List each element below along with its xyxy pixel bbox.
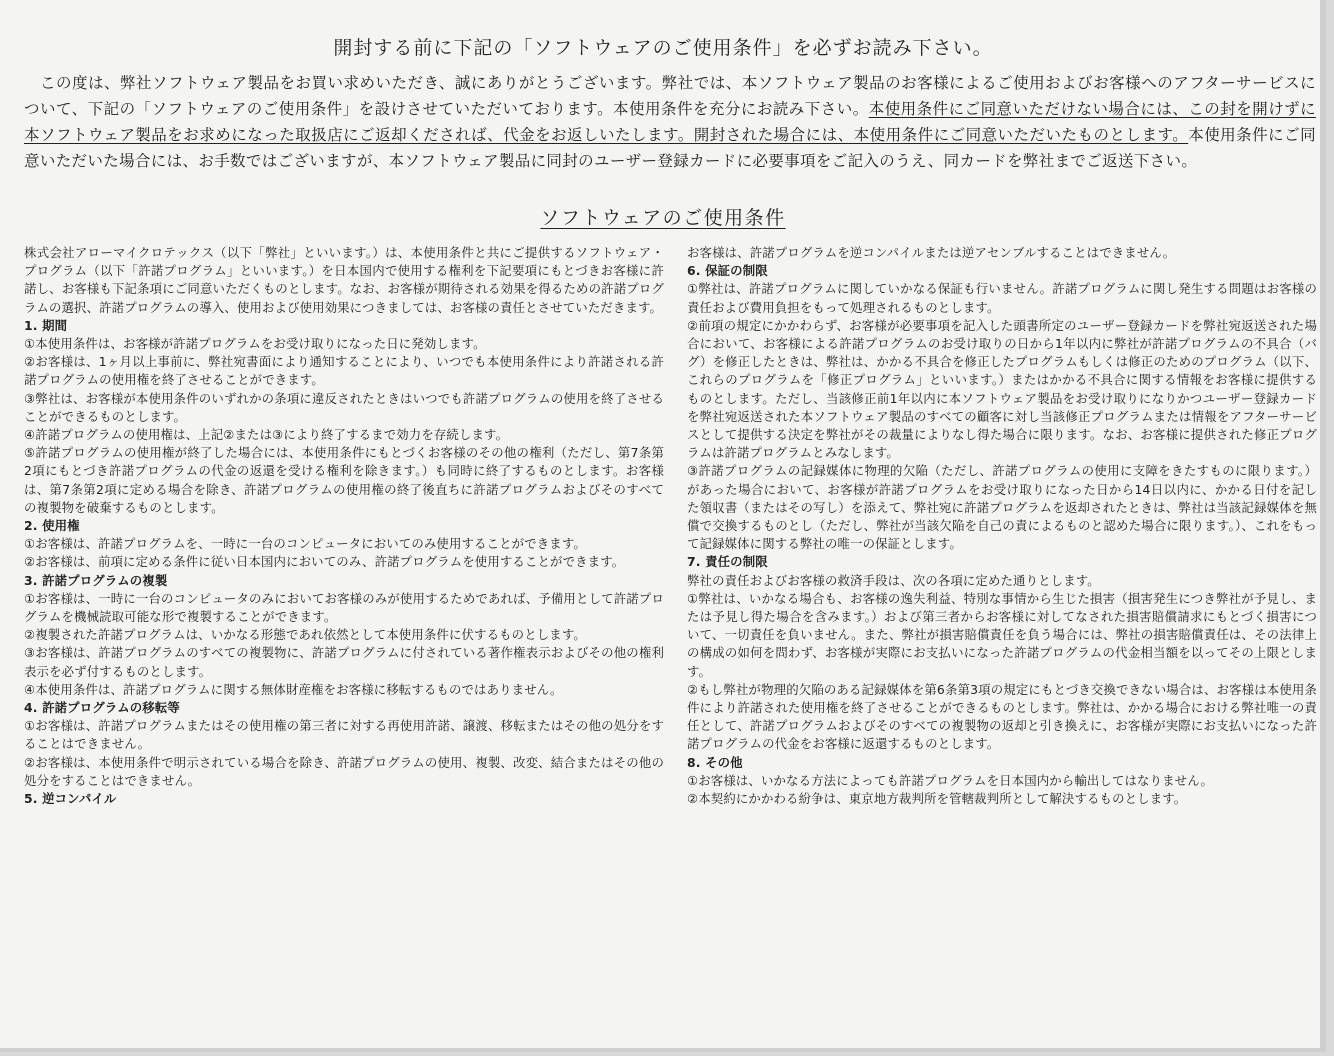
intro-text-2: 本使用条件にご同意いただいた場合には、お手数ではございますが、本ソフトウェア製品に同封のユーザー登録カードに必要事項をご記入のうえ、同カードを弊社までご返送下さい。 [24,126,1316,170]
section-5-body: お客様は、許諾プログラムを逆コンパイルまたは逆アセンブルすることはできません。 [687,245,1176,260]
section-7-item-2: ②もし弊社が物理的欠陥のある記録媒体を第6条第3項の規定にもとづき交換できない場合は、お客様は本使用条件により許諾された使用権を終了させることができるものとします。弊社は、かかる場合における弊社唯一の責任として、許諾プログラムおよびそのすべての複製物の返却と引き換えに、お客様が実際にお支払いになった許諾プログラムの代金をお客様に返還するものとします。 [687,681,1317,752]
section-title-4: 4. 許諾プログラムの移転等 [24,700,180,716]
section-6-item-1: ①弊社は、許諾プログラムに関していかなる保証も行いません。許諾プログラムに関し発生する問題はお客様の責任および費用負担をもって処理されるものとします。 [687,281,1317,315]
section-1-item-1: ①本使用条件は、お客様が許諾プログラムをお受け取りになった日に発効します。 [24,336,486,352]
section-3-item-4: ④本使用条件は、許諾プログラムに関する無体財産権をお客様に移転するものではありません。 [24,681,563,697]
section-title-5: 5. 逆コンパイル [24,791,117,807]
section-8-item-1: ①お客様は、いかなる方法によっても許諾プログラムを日本国内から輸出してはなりません。 [687,772,1214,788]
intro-paragraph [24,70,1316,174]
section-7-intro: 弊社の責任およびお客様の救済手段は、次の各項に定めた通りとします。 [687,572,1100,588]
section-title-8: 8. その他 [687,754,743,770]
section-4-item-1: ①お客様は、許諾プログラムまたはその使用権の第三者に対する再使用許諾、譲渡、移転またはその他の処分をすることはできません。 [24,718,664,752]
section-title-1: 1. 期間 [24,317,68,333]
section-6-item-2: ②前項の規定にかかわらず、お客様が必要事項を記入した頭書所定のユーザー登録カードを弊社宛返送された場合において、お客様による許諾プログラムのお受け取りの日から1年以内に弊社が許諾プログラムの不具合（バグ）を修正したときは、弊社は、かかる不具合を修正したプログラムもしくは修正のためのプログラム（以下、これらのプログラムを「修正プログラム」といいます。）またはかかる不具合に関する情報をお客様に提供するものとします。ただし、当該修正前1年以内に本ソフトウェア製品をお受け取りになりかつユーザー登録カードを弊社宛返送された本ソフトウェア製品のすべての顧客に対し当該修正プログラムまたは情報をアフターサービスとして提供する決定を弊社がその裁量によりなし得た場合に限ります。なお、お客様に提供された修正プログラムは許諾プログラムとみなします。 [687,317,1317,461]
section-6-item-3: ③許諾プログラムの記録媒体に物理的欠陥（ただし、許諾プログラムの使用に支障をきたすものに限ります。）があった場合において、お客様が許諾プログラムをお受け取りになった日から14日以内に、かかる日付を記した領収書（またはその写し）を添えて、弊社宛に許諾プログラムを返却されたときは、弊社は当該記録媒体を無償で交換するものとし（ただし、弊社が当該欠陥を自己の責によるものと認めた場合に限ります。）、これをもって記録媒体に関する弊社の唯一の保証とします。 [687,463,1317,552]
section-title-2: 2. 使用権 [24,518,80,534]
section-1-item-4: ④許諾プログラムの使用権は、上記②または③により終了するまで効力を存続します。 [24,427,509,443]
section-title-7: 7. 責任の制限 [687,554,768,570]
section-7-item-1: ①弊社は、いかなる場合も、お客様の逸失利益、特別な事情から生じた損害（損害発生につき弊社が予見し、または予見し得た場合を含みます。）および第三者からお客様に対してなされた損害賠償請求にもとづく損害について、一切責任を負いません。また、弊社が損害賠償責任を負う場合には、弊社の損害賠償責任は、その法律上の構成の如何を問わず、お客様が実際にお支払いになった許諾プログラムの代金相当額を以ってその上限とします。 [687,590,1317,679]
terms-title-text: ソフトウェアのご使用条件 [540,207,786,229]
section-title-3: 3. 許諾プログラムの複製 [24,572,168,588]
section-2-item-2: ②お客様は、前項に定める条件に従い日本国内においてのみ、許諾プログラムを使用することができます。 [24,554,625,570]
section-2-item-1: ①お客様は、許諾プログラムを、一時に一台のコンピュータにおいてのみ使用することができます。 [24,536,586,552]
preamble: 株式会社アローマイクロテックス（以下「弊社」といいます。）は、本使用条件と共にご提供するソフトウェア・プログラム（以下「許諾プログラム」といいます。）を日本国内で使用する権利を下記要項にもとづきお客様に許諾し、お客様も下記条項にご同意いただくものとします。なお、お客様が期待される効果を得るための許諾プログラムの選択、許諾プログラムの導入、使用および使用効果につきましては、お客様の責任とさせていただきます。 [24,245,664,315]
section-1-item-2: ②お客様は、1ヶ月以上事前に、弊社宛書面により通知することにより、いつでも本使用条件により許諾される許諾プログラムの使用権を終了させることができます。 [24,354,664,388]
right-column [687,244,1317,808]
section-3-item-3: ③お客様は、許諾プログラムのすべての複製物に、許諾プログラムに付されている著作権表示およびその他の権利表示を必ず付するものとします。 [24,645,664,679]
section-1-item-3: ③弊社は、お客様が本使用条件のいずれかの条項に違反されたときはいつでも許諾プログラムの使用を終了させることができるものとします。 [24,390,664,424]
intro-underlined-text: 本使用条件にご同意いただけない場合には、この封を開けずに本ソフトウェア製品をお求めになった取扱店にご返却くだされば、代金をお返しいたします。開封された場合には、本使用条件にご同意いただいたものとします。 [24,100,1316,144]
left-column [24,244,664,808]
section-8-item-2: ②本契約にかかわる紛争は、東京地方裁判所を管轄裁判所として解決するものとします。 [687,791,1187,807]
terms-title [0,205,1326,231]
page-heading: 開封する前に下記の「ソフトウェアのご使用条件」を必ずお読み下さい。 [333,37,993,59]
section-4-item-2: ②お客様は、本使用条件で明示されている場合を除き、許諾プログラムの使用、複製、改変、結合またはその他の処分をすることはできません。 [24,754,664,788]
section-1-item-5: ⑤許諾プログラムの使用権が終了した場合には、本使用条件にもとづくお客様のその他の権利（ただし、第7条第2項にもとづき許諾プログラムの代金の返還を受ける権利を除きます。）も同時に終了するものとします。お客様は、第7条第2項に定める場合を除き、許諾プログラムの使用権の終了後直ちに許諾プログラムおよびそのすべての複製物を破棄するものとします。 [24,445,664,515]
section-3-item-2: ②複製された許諾プログラムは、いかなる形態であれ依然として本使用条件に伏するものとします。 [24,627,586,643]
section-3-item-1: ①お客様は、一時に一台のコンピュータのみにおいてお客様のみが使用するためであれば、予備用として許諾プログラムを機械読取可能な形で複製することができます。 [24,590,664,625]
intro-text-1: この度は、弊社ソフトウェア製品をお買い求めいただき、誠にありがとうございます。弊社では、本ソフトウェア製品のお客様によるご使用およびお客様へのアフターサービスについて、下記の「ソフトウェアのご使用条件」を設けさせていただいております。本使用条件を充分にお読み下さい。 [24,74,1316,118]
section-title-6: 6. 保証の制限 [687,263,768,279]
